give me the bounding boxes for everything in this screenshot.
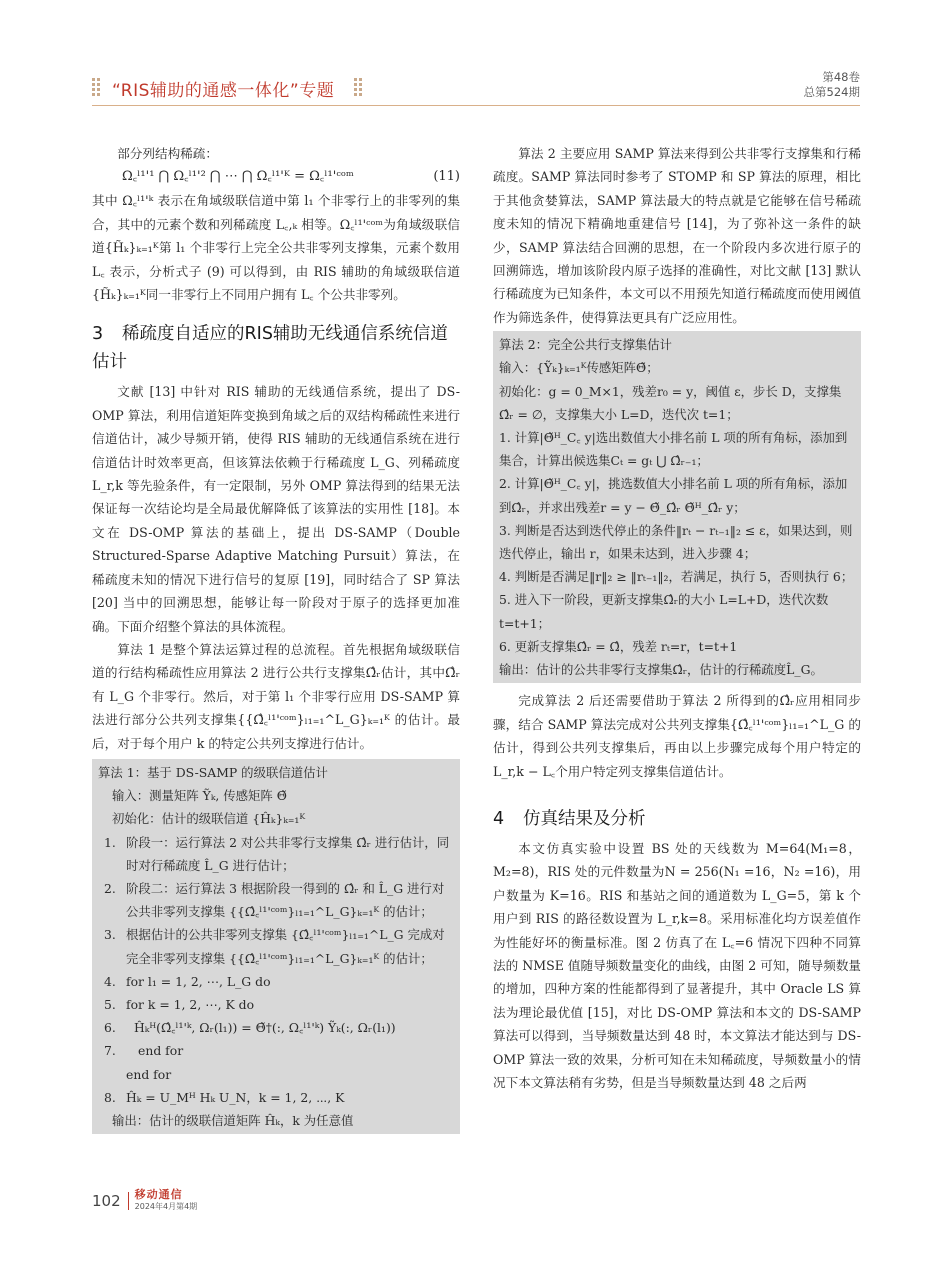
equation-body: Ω꜀ˡ¹'¹ ⋂ Ω꜀ˡ¹'² ⋂ ⋯ ⋂ Ω꜀ˡ¹'ᴷ = Ω꜀ˡ¹'ᶜᵒᵐ <box>122 169 354 185</box>
algorithm-step: 5. for k = 1, 2, ⋯, K do <box>104 996 255 1012</box>
algorithm-step: 3. 根据估计的公共非零列支撑集 {Ω̂꜀ˡ¹'ᶜᵒᵐ}ₗ₁₌₁^L_G 完成对完全非零列支撑集 {{Ω̂꜀ˡ¹'ᶜᵒᵐ}ₗ₁₌₁^L_G}ₖ₌₁ᴷ 的估计； <box>104 927 445 966</box>
algorithm-step: 6. Ĥₖᴴ(Ω̂꜀ˡ¹'ᵏ, Ωᵣ(l₁)) = Θ̃†(:, Ω꜀ˡ¹'ᵏ) Ỹₖ(:, Ωᵣ(l₁)) <box>104 1020 396 1036</box>
algorithm-output: 输出：估计的公共非零行支撑集Ω̂ᵣ，估计的行稀疏度L̂_G。 <box>499 662 823 678</box>
algorithm-line: 3. 判断是否达到迭代停止的条件‖rₜ − rₜ₋₁‖₂ ≤ ε，如果达到，则迭代停止，输出 r，如果未达到，进入步骤 4； <box>499 522 853 562</box>
algorithm-line: 初始化：g = 0_M×1，残差r₀ = y，阈值 ε，步长 D，支撑集 Ω̂ᵣ = ∅，支撑集大小 L=D，迭代次 t=1； <box>499 383 842 422</box>
section-number: 3 <box>92 324 104 345</box>
right-column <box>493 142 861 1094</box>
equation-11 <box>92 165 460 189</box>
algorithm-title: 算法 2：完全公共行支撑集估计 <box>499 337 672 353</box>
paragraph: 算法 1 是整个算法运算过程的总流程。首先根据角域级联信道的行结构稀疏性应用算法 2 进行公共行支撑集Ω̂ᵣ估计，其中Ω̂ᵣ有 L_G 个非零行。然后，对于第 l₁ 个非零行应用 DS-SAMP 算法进行部分公共列支撑集{{Ω̂꜀ˡ¹'ᶜᵒᵐ}ₗ₁₌₁^L_G}ₖ₌₁ᴷ 的估计。最后，对于每个用户 k 的特定公共列支撑进行估计。 <box>92 641 460 751</box>
section-title: 仿真结果及分析 <box>523 808 646 829</box>
algorithm-init: 初始化：估计的级联信道 {Ĥₖ}ₖ₌₁ᴷ <box>112 811 306 827</box>
special-topic-title: “RIS辅助的通感一体化”专题 <box>112 81 335 101</box>
left-column <box>92 142 460 1134</box>
algorithm-line: 1. 计算|Θ̃ᴴ_C꜀ y|选出数值大小排名前 L 项的所有角标，添加到集合，计算出候选集Cₜ = gₜ ⋃ Ω̂ᵣ₋₁； <box>499 430 848 469</box>
algorithm-2-box <box>493 331 861 683</box>
algorithm-step: 8. Ĥₖ = U_Mᴴ Hₖ U_N，k = 1, 2, ⋯, K <box>104 1089 345 1105</box>
page-number: 102 <box>92 1192 129 1210</box>
section-3-heading <box>92 320 460 376</box>
journal-brand <box>129 1189 198 1213</box>
issue-total: 总第524期 <box>803 85 860 99</box>
algorithm-title: 算法 1：基于 DS-SAMP 的级联信道估计 <box>98 764 328 780</box>
algorithm-step: 1. 阶段一：运行算法 2 对公共非零行支撑集 Ω̂ᵣ 进行估计，同时对行稀疏度 L̂_G 进行估计； <box>104 834 450 873</box>
paragraph: 本文仿真实验中设置 BS 处的天线数为 M=64(M₁=8，M₂=8)，RIS 处的元件数量为N = 256(N₁ =16，N₂ =16)，用户数量为 K=16。RIS 和基站之间的通道数为 L_G=5，第 k 个用户到 RIS 的路径数设置为 L_r,k=8。采用标准化均方误差值作为性能好坏的衡量标准。图 2 仿真了在 L꜀=6 情况下四种不同算法的 NMSE 值随导频数量变化的曲线，由图 2 可知，随导频数量的增加，四种方案的性能都得到了显著提升，其中 Oracle LS 算法为理论最优值 [15]，对比 DS-OMP 算法和本文的 DS-SAMP 算法可以得到，当导频数量达到 48 时，本文算法才能达到与 DS-OMP 算法一致的效果，分析可知在未知稀疏度，导频数量小的情况下本文算法稍有劣势，但是当导频数量达到 48 之后两 <box>493 840 862 1090</box>
paragraph: 算法 2 主要应用 SAMP 算法来得到公共非零行支撑集和行稀疏度。SAMP 算法同时参考了 STOMP 和 SP 算法的原理，相比于其他贪婪算法，SAMP 算法最大的特点就是它能够在信号稀疏度未知的情况下精确地重建信号 [14]，为了弥补这一条件的缺少，SAMP 算法结合回溯的思想，在一个阶段内多次进行原子的回溯筛选，增加该阶段内原子选择的准确性，对比文献 [13] 默认行稀疏度为已知条件，本文可以不用预先知道行稀疏度而使用阈值作为筛选条件，使得算法更具有广泛应用性。 <box>493 146 861 325</box>
paragraph: 其中 Ω꜀ˡ¹'ᵏ 表示在角域级联信道中第 l₁ 个非零行上的非零列的集合，其中的元素个数和列稀疏度 L꜀,ₖ 相等。Ω꜀ˡ¹'ᶜᵒᵐ为角域级联信道{H̃ₖ}ₖ₌₁ᴷ第 l₁ 个非零行上完全公共非零列支撑集，元素个数用 L꜀ 表示，分析式子 (9) 可以得到，由 RIS 辅助的角域级联信道{H̃ₖ}ₖ₌₁ᴷ同一非零行上不同用户拥有 L꜀ 个公共非零列。 <box>92 193 460 303</box>
page-footer <box>92 1186 197 1216</box>
algorithm-line: 2. 计算|Θ̃ᴴ_C꜀ y|，挑选数值大小排名前 L 项的所有角标，添加到Ω̂ᵣ，并求出残差r = y − Θ̃_Ω̂ᵣ Θ̃ᴴ_Ω̂ᵣ y； <box>499 476 848 515</box>
decor-dots-icon <box>354 78 362 96</box>
algorithm-step: end for <box>126 1066 172 1082</box>
paragraph: 文献 [13] 中针对 RIS 辅助的无线通信系统，提出了 DS-OMP 算法，利用信道矩阵变换到角域之后的双结构稀疏性来进行信道估计，减少导频开销，使得 RIS 辅助的无线通信系统在进行信道估计时效率更高，但该算法依赖于行稀疏度 L_G、列稀疏度 L_r,k 等先验条件，有一定限制，另外 OMP 算法得到的结果无法保证每一次结论均是全局最优解降低了该算法的实用性 [18]。本文在 DS-OMP 算法的基础上，提出 DS-SAMP（Double Structured-Sparse Adaptive Matching Pursuit）算法，在稀疏度未知的情况下进行信号的复原 [19]，同时结合了 SP 算法 [20] 当中的回溯思想，能够让每一阶段对于原子的选择更加准确。下面介绍整个算法的具体流程。 <box>92 384 460 634</box>
running-header <box>92 70 860 106</box>
algorithm-step: 7. end for <box>104 1043 184 1059</box>
section-4-heading <box>493 805 861 833</box>
algorithm-line: 4. 判断是否满足‖r‖₂ ≥ ‖rₜ₋₁‖₂，若满足，执行 5，否则执行 6； <box>499 569 854 585</box>
algorithm-step: 2. 阶段二：运行算法 3 根据阶段一得到的 Ω̂ᵣ 和 L̂_G 进行对公共非零列支撑集 {{Ω̂꜀ˡ¹'ᶜᵒᵐ}ₗ₁₌₁^L_G}ₖ₌₁ᴷ 的估计； <box>104 880 445 920</box>
paragraph: 部分列结构稀疏： <box>117 146 218 161</box>
volume: 第48卷 <box>822 70 860 84</box>
algorithm-output: 输出：估计的级联信道矩阵 Ĥₖ，k 为任意值 <box>112 1112 354 1128</box>
algorithm-line: 输入：{Ỹₖ}ₖ₌₁ᴷ传感矩阵Θ̃； <box>499 360 659 376</box>
volume-info <box>804 70 860 100</box>
issue-date: 2024年4月第4期 <box>134 1202 198 1211</box>
algorithm-line: 5. 进入下一阶段，更新支撑集Ω̂ᵣ的大小 L=L+D，迭代次数 t=t+1； <box>499 592 829 631</box>
decor-dots-icon <box>92 78 100 96</box>
journal-logo: 移动通信 <box>134 1188 183 1201</box>
paragraph: 完成算法 2 后还需要借助于算法 2 所得到的Ω̂ᵣ应用相同步骤，结合 SAMP 算法完成对公共列支撑集{Ω̂꜀ˡ¹'ᶜᵒᵐ}ₗ₁₌₁^L_G 的估计，得到公共列支撑集后，再由以上步骤完成每个用户特定的L_r,k − L꜀个用户特定列支撑集信道估计。 <box>493 693 861 779</box>
section-title: 稀疏度自适应的RIS辅助无线通信系统信道估计 <box>92 324 448 373</box>
algorithm-step: 4. for l₁ = 1, 2, ⋯, L_G do <box>104 973 271 989</box>
section-number: 4 <box>493 808 505 829</box>
algorithm-line: 6. 更新支撑集Ω̂ᵣ = Ω̂，残差 rₜ=r，t=t+1 <box>499 638 738 654</box>
algorithm-input: 输入：测量矩阵 Ỹₖ, 传感矩阵 Θ̃ <box>112 788 287 804</box>
algorithm-1-box <box>92 759 460 1134</box>
equation-number: (11) <box>433 169 460 185</box>
